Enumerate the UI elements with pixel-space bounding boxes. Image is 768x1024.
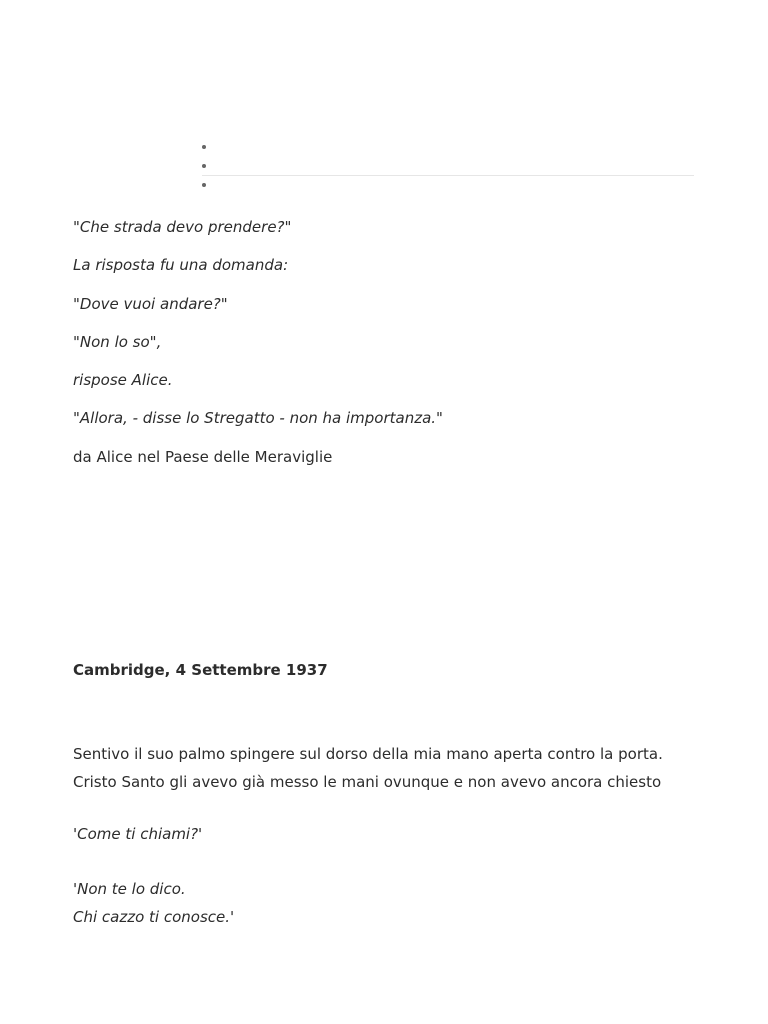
epigraph-quote [73,216,693,484]
body-line: Sentivo il suo palmo spingere sul dorso della mia mano aperta contro la porta. [73,745,663,763]
body-paragraph [73,741,713,796]
nav-item-1[interactable] [202,138,694,157]
dialog-answer [73,876,234,931]
quote-line: "Non lo so", [73,332,162,351]
dialog-line: Chi cazzo ti conosce.' [73,907,235,926]
quote-line: "Allora, - disse lo Stregatto - non ha importanza." [73,409,443,428]
chapter-heading: Cambridge, 4 Settembre 1937 [73,661,328,679]
quote-source: da Alice nel Paese delle Meraviglie [73,447,333,466]
dialog-question: 'Come ti chiami?' [73,825,203,843]
nav-divider [202,175,694,176]
quote-line: "Che strada devo prendere?" [73,218,292,236]
nav-item-3[interactable] [202,176,694,195]
quote-line: rispose Alice. [73,371,173,390]
dialog-line: 'Non te lo dico. [73,880,186,898]
nav-item-2[interactable] [202,157,694,176]
quote-line: La risposta fu una domanda: [73,256,289,275]
quote-line: "Dove vuoi andare?" [73,294,228,313]
nav-menu [202,138,694,195]
body-line: Cristo Santo gli avevo già messo le mani ovunque e non avevo ancora chiesto [73,772,662,791]
